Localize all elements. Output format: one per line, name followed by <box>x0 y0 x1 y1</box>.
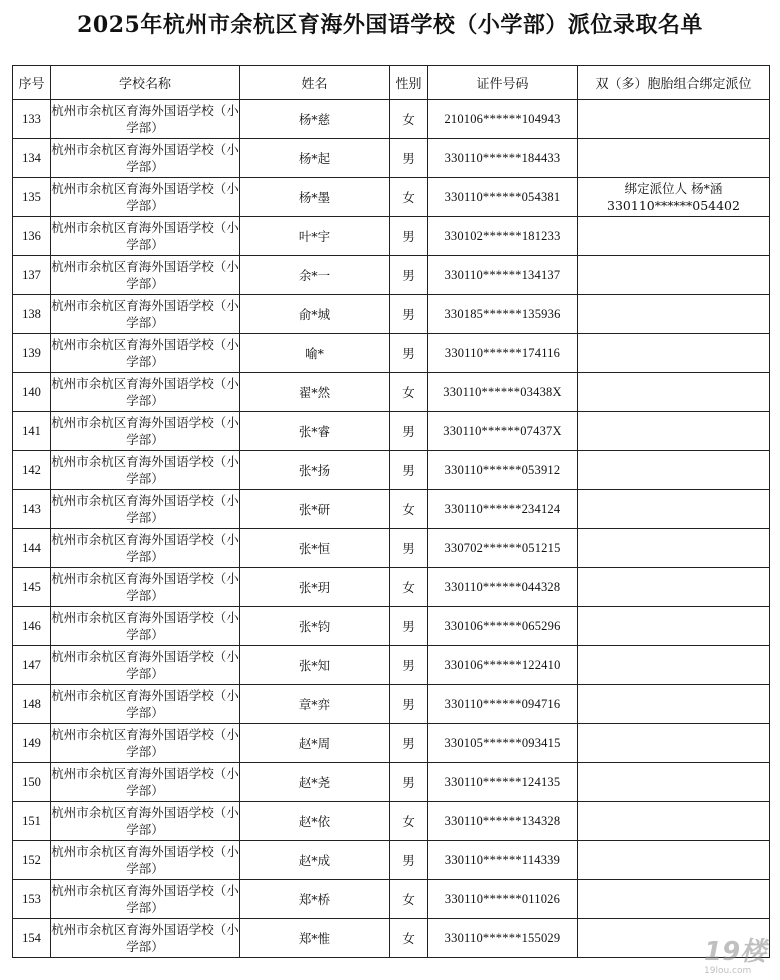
school-name-cell: 杭州市余杭区育海外国语学校（小学部） <box>51 373 240 412</box>
school-name-cell: 杭州市余杭区育海外国语学校（小学部） <box>51 646 240 685</box>
id-number-cell: 330110******134328 <box>428 802 578 841</box>
school-name-cell: 杭州市余杭区育海外国语学校（小学部） <box>51 724 240 763</box>
gender-cell: 女 <box>390 373 428 412</box>
id-number-cell: 330110******234124 <box>428 490 578 529</box>
seq-cell: 135 <box>13 178 51 217</box>
student-name-cell: 张*扬 <box>240 451 390 490</box>
seq-cell: 134 <box>13 139 51 178</box>
table-row <box>13 295 770 334</box>
seq-cell: 149 <box>13 724 51 763</box>
student-name-cell: 翟*然 <box>240 373 390 412</box>
student-name-cell: 杨*慈 <box>240 100 390 139</box>
seq-cell: 148 <box>13 685 51 724</box>
id-number-cell: 330106******065296 <box>428 607 578 646</box>
table-row <box>13 334 770 373</box>
page-title: 2025年杭州市余杭区育海外国语学校（小学部）派位录取名单 <box>77 12 703 38</box>
school-name-cell: 杭州市余杭区育海外国语学校（小学部） <box>51 607 240 646</box>
school-name-cell: 杭州市余杭区育海外国语学校（小学部） <box>51 295 240 334</box>
seq-cell: 140 <box>13 373 51 412</box>
school-name-cell: 杭州市余杭区育海外国语学校（小学部） <box>51 568 240 607</box>
school-name-cell: 杭州市余杭区育海外国语学校（小学部） <box>51 256 240 295</box>
school-name-cell: 杭州市余杭区育海外国语学校（小学部） <box>51 802 240 841</box>
table-row <box>13 919 770 958</box>
seq-cell: 136 <box>13 217 51 256</box>
student-name-cell: 余*一 <box>240 256 390 295</box>
binding-cell <box>578 256 770 295</box>
school-name-cell: 杭州市余杭区育海外国语学校（小学部） <box>51 100 240 139</box>
header-seq: 序号 <box>13 66 51 100</box>
school-name-cell: 杭州市余杭区育海外国语学校（小学部） <box>51 412 240 451</box>
gender-cell: 男 <box>390 451 428 490</box>
gender-cell: 男 <box>390 529 428 568</box>
student-name-cell: 俞*城 <box>240 295 390 334</box>
admission-list-table <box>12 65 770 958</box>
student-name-cell: 赵*依 <box>240 802 390 841</box>
seq-cell: 152 <box>13 841 51 880</box>
table-row <box>13 412 770 451</box>
seq-cell: 146 <box>13 607 51 646</box>
seq-cell: 151 <box>13 802 51 841</box>
gender-cell: 女 <box>390 568 428 607</box>
school-name-cell: 杭州市余杭区育海外国语学校（小学部） <box>51 178 240 217</box>
id-number-cell: 330110******054381 <box>428 178 578 217</box>
id-number-cell: 330110******094716 <box>428 685 578 724</box>
id-number-cell: 330110******134137 <box>428 256 578 295</box>
binding-cell <box>578 334 770 373</box>
school-name-cell: 杭州市余杭区育海外国语学校（小学部） <box>51 217 240 256</box>
gender-cell: 女 <box>390 880 428 919</box>
school-name-cell: 杭州市余杭区育海外国语学校（小学部） <box>51 880 240 919</box>
table-row <box>13 451 770 490</box>
id-number-cell: 330110******155029 <box>428 919 578 958</box>
binding-cell <box>578 646 770 685</box>
seq-cell: 153 <box>13 880 51 919</box>
student-name-cell: 赵*周 <box>240 724 390 763</box>
school-name-cell: 杭州市余杭区育海外国语学校（小学部） <box>51 841 240 880</box>
seq-cell: 147 <box>13 646 51 685</box>
table-row <box>13 568 770 607</box>
seq-cell: 154 <box>13 919 51 958</box>
gender-cell: 女 <box>390 802 428 841</box>
school-name-cell: 杭州市余杭区育海外国语学校（小学部） <box>51 490 240 529</box>
gender-cell: 女 <box>390 919 428 958</box>
id-number-cell: 330106******122410 <box>428 646 578 685</box>
table-header-row <box>13 66 770 100</box>
binding-cell <box>578 295 770 334</box>
student-name-cell: 章*弈 <box>240 685 390 724</box>
gender-cell: 男 <box>390 217 428 256</box>
binding-cell <box>578 412 770 451</box>
binding-cell <box>578 373 770 412</box>
student-name-cell: 喻* <box>240 334 390 373</box>
school-name-cell: 杭州市余杭区育海外国语学校（小学部） <box>51 139 240 178</box>
student-name-cell: 郑*惟 <box>240 919 390 958</box>
table-row <box>13 880 770 919</box>
student-name-cell: 张*钧 <box>240 607 390 646</box>
id-number-cell: 330110******174116 <box>428 334 578 373</box>
seq-cell: 139 <box>13 334 51 373</box>
binding-cell <box>578 724 770 763</box>
table-row <box>13 256 770 295</box>
id-number-cell: 330110******044328 <box>428 568 578 607</box>
binding-cell <box>578 217 770 256</box>
table-row <box>13 139 770 178</box>
student-name-cell: 赵*尧 <box>240 763 390 802</box>
table-row <box>13 217 770 256</box>
seq-cell: 133 <box>13 100 51 139</box>
id-number-cell: 330110******07437X <box>428 412 578 451</box>
seq-cell: 137 <box>13 256 51 295</box>
id-number-cell: 210106******104943 <box>428 100 578 139</box>
student-name-cell: 赵*成 <box>240 841 390 880</box>
school-name-cell: 杭州市余杭区育海外国语学校（小学部） <box>51 334 240 373</box>
gender-cell: 男 <box>390 685 428 724</box>
id-number-cell: 330110******053912 <box>428 451 578 490</box>
table-row <box>13 802 770 841</box>
binding-cell <box>578 841 770 880</box>
header-id: 证件号码 <box>428 66 578 100</box>
binding-cell <box>578 880 770 919</box>
school-name-cell: 杭州市余杭区育海外国语学校（小学部） <box>51 919 240 958</box>
id-number-cell: 330110******184433 <box>428 139 578 178</box>
binding-cell <box>578 451 770 490</box>
watermark-logo: 19楼 <box>704 937 767 967</box>
student-name-cell: 张*睿 <box>240 412 390 451</box>
gender-cell: 男 <box>390 139 428 178</box>
table-row <box>13 763 770 802</box>
student-name-cell: 叶*宇 <box>240 217 390 256</box>
table-row <box>13 607 770 646</box>
table-row <box>13 646 770 685</box>
gender-cell: 女 <box>390 178 428 217</box>
table-row <box>13 529 770 568</box>
id-number-cell: 330110******011026 <box>428 880 578 919</box>
id-number-cell: 330702******051215 <box>428 529 578 568</box>
id-number-cell: 330102******181233 <box>428 217 578 256</box>
gender-cell: 男 <box>390 841 428 880</box>
student-name-cell: 张*研 <box>240 490 390 529</box>
header-binding: 双（多）胞胎组合绑定派位 <box>578 66 770 100</box>
gender-cell: 女 <box>390 490 428 529</box>
seq-cell: 141 <box>13 412 51 451</box>
school-name-cell: 杭州市余杭区育海外国语学校（小学部） <box>51 763 240 802</box>
header-name: 姓名 <box>240 66 390 100</box>
id-number-cell: 330185******135936 <box>428 295 578 334</box>
table-row <box>13 100 770 139</box>
gender-cell: 男 <box>390 256 428 295</box>
table-row <box>13 490 770 529</box>
student-name-cell: 杨*起 <box>240 139 390 178</box>
gender-cell: 男 <box>390 607 428 646</box>
id-number-cell: 330105******093415 <box>428 724 578 763</box>
school-name-cell: 杭州市余杭区育海外国语学校（小学部） <box>51 529 240 568</box>
binding-cell <box>578 100 770 139</box>
binding-cell <box>578 802 770 841</box>
seq-cell: 150 <box>13 763 51 802</box>
seq-cell: 143 <box>13 490 51 529</box>
table-body <box>13 100 770 958</box>
gender-cell: 男 <box>390 646 428 685</box>
binding-cell <box>578 568 770 607</box>
gender-cell: 男 <box>390 412 428 451</box>
binding-cell <box>578 685 770 724</box>
gender-cell: 男 <box>390 724 428 763</box>
watermark-url: 19lou.com <box>704 966 752 976</box>
seq-cell: 142 <box>13 451 51 490</box>
gender-cell: 女 <box>390 100 428 139</box>
binding-cell <box>578 490 770 529</box>
binding-cell <box>578 763 770 802</box>
school-name-cell: 杭州市余杭区育海外国语学校（小学部） <box>51 685 240 724</box>
student-name-cell: 张*玥 <box>240 568 390 607</box>
seq-cell: 138 <box>13 295 51 334</box>
id-number-cell: 330110******03438X <box>428 373 578 412</box>
student-name-cell: 杨*墨 <box>240 178 390 217</box>
seq-cell: 144 <box>13 529 51 568</box>
binding-cell: 绑定派位人 杨*涵 330110******054402 <box>578 178 770 217</box>
gender-cell: 男 <box>390 334 428 373</box>
table-row <box>13 373 770 412</box>
school-name-cell: 杭州市余杭区育海外国语学校（小学部） <box>51 451 240 490</box>
table-row <box>13 685 770 724</box>
gender-cell: 男 <box>390 295 428 334</box>
seq-cell: 145 <box>13 568 51 607</box>
table-row <box>13 724 770 763</box>
student-name-cell: 郑*桥 <box>240 880 390 919</box>
binding-cell <box>578 607 770 646</box>
site-watermark <box>704 938 774 976</box>
student-name-cell: 张*知 <box>240 646 390 685</box>
id-number-cell: 330110******114339 <box>428 841 578 880</box>
id-number-cell: 330110******124135 <box>428 763 578 802</box>
binding-cell <box>578 139 770 178</box>
student-name-cell: 张*恒 <box>240 529 390 568</box>
table-row <box>13 178 770 217</box>
binding-cell <box>578 529 770 568</box>
gender-cell: 男 <box>390 763 428 802</box>
header-gender: 性别 <box>390 66 428 100</box>
table-row <box>13 841 770 880</box>
header-school: 学校名称 <box>51 66 240 100</box>
